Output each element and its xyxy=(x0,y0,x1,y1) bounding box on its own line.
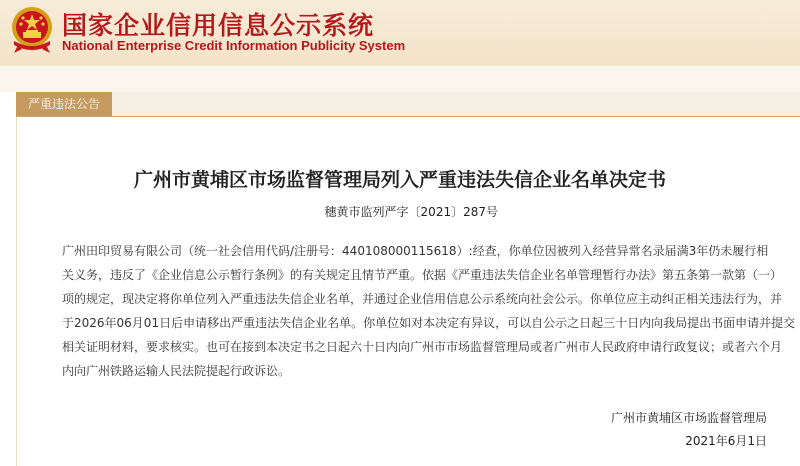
site-title-cn: 国家企业信用信息公示系统 xyxy=(62,11,375,40)
signature-date: 2021年6月1日 xyxy=(685,434,767,448)
document-title: 广州市黄埔区市场监督管理局列入严重违法失信企业名单决定书 xyxy=(133,169,666,191)
site-header xyxy=(0,0,800,66)
header-band xyxy=(0,66,800,92)
body-line: 广州田印贸易有限公司（统一社会信用代码/注册号：440108000115618）:经查，你单位因被列入经营异常名录届满3年仍未履行相 xyxy=(62,244,769,258)
body-line: 相关证明材料，要求核实。也可在接到本决定书之日起六十日内向广州市市场监督管理局或者广州市人民政府申请行政复议；或者六个月 xyxy=(62,340,783,354)
body-line: 项的规定，现决定将你单位列入严重违法失信企业名单，并通过企业信用信息公示系统向社会公示。你单位应主动纠正相关违法行为，并 xyxy=(62,292,783,306)
signature-organization: 广州市黄埔区市场监督管理局 xyxy=(610,411,767,425)
document-number: 穗黄市监列严字〔2021〕287号 xyxy=(324,205,498,219)
tab-serious-violation-notice[interactable]: 严重违法公告 xyxy=(16,92,112,116)
body-line: 内向广州铁路运输人民法院提起行政诉讼。 xyxy=(62,364,291,378)
site-title-en: National Enterprise Credit Information Publicity System xyxy=(62,38,406,53)
document-body xyxy=(62,239,796,383)
national-emblem-icon xyxy=(8,5,56,57)
tab-bar xyxy=(16,92,800,117)
body-line: 关义务，违反了《企业信息公示暂行条例》的有关规定且情节严重。依据《严重违法失信企业名单管理暂行办法》第五条第一款第（一） xyxy=(62,268,783,282)
body-line: 于2026年06月01日后申请移出严重违法失信企业名单。你单位如对本决定有异议，可以自公示之日起三十日内向我局提出书面申请并提交 xyxy=(62,316,796,330)
